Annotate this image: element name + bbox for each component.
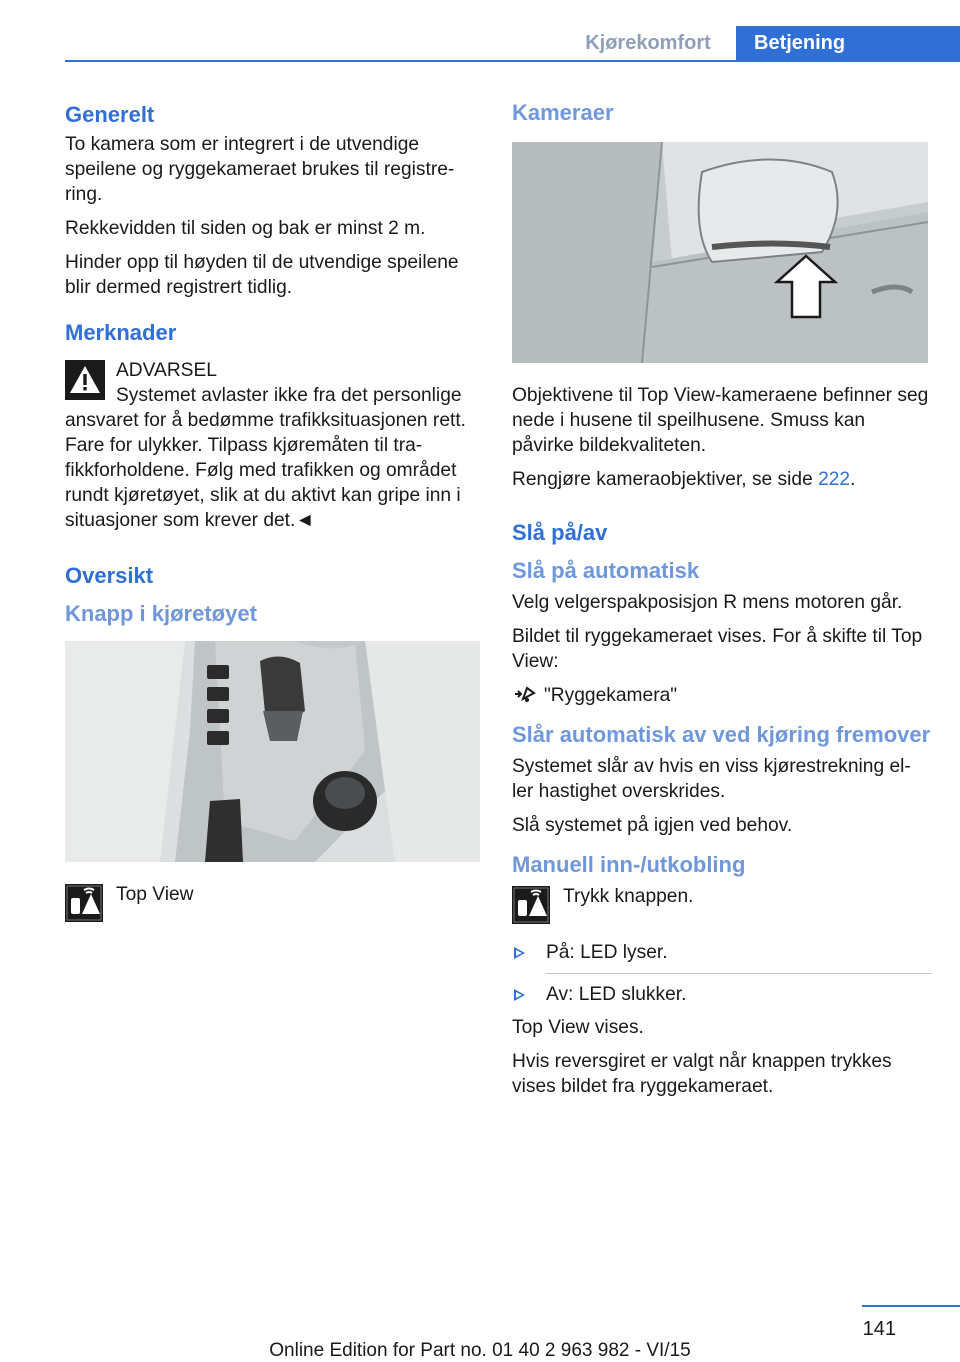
console-illustration — [65, 641, 480, 862]
paragraph-again: Slå systemet på igjen ved behov. — [512, 815, 793, 836]
menu-item-ryggekamera[interactable]: "Ryggekamera" — [544, 685, 678, 706]
list-divider — [546, 973, 932, 974]
heading-manual: Manuell inn-/utkobling — [512, 852, 746, 877]
right-column — [512, 100, 932, 1108]
paragraph-topview-shown: Top View vises. — [512, 1017, 644, 1038]
warning-text-rest: ansvaret for å bedømme trafikksituasjonen rett. Fare for ulykker. Tilpass kjøremåten til tra-fikkforholdene. Følg med trafikken og området rundt kjøretøyet, slik at du aktivt kan gripe inn i situasjoner som krever det.◄ — [65, 410, 466, 531]
mirror-camera-photo — [512, 142, 928, 363]
heading-kameraer: Kameraer — [512, 100, 614, 125]
footer-edition: Online Edition for Part no. 01 40 2 963 982 - VI/15 — [269, 1340, 691, 1361]
mirror-camera-illustration — [512, 142, 928, 363]
bullet-triangle-icon — [514, 989, 525, 1001]
topview-button-icon[interactable] — [65, 884, 103, 922]
paragraph-off: Systemet slår av hvis en viss kjørestrekning el-ler hastighet overskrides. — [512, 756, 911, 802]
list-item-text: Av: LED slukker. — [546, 984, 687, 1005]
topview-button-label: Top View — [116, 884, 194, 905]
list-item — [512, 940, 932, 965]
header-tab-section[interactable]: Kjørekomfort — [585, 32, 711, 54]
clean-text: Rengjøre kameraobjektiver, se side — [512, 469, 819, 490]
page-link-222[interactable]: 222 — [818, 469, 851, 490]
list-item-text: På: LED lyser. — [546, 942, 668, 963]
warning-triangle-icon — [65, 360, 105, 400]
paragraph-range: Rekkevidden til siden og bak er minst 2 m. — [65, 218, 426, 239]
footer-rule — [862, 1305, 960, 1307]
list-item — [512, 982, 932, 1007]
press-button-row — [512, 884, 932, 926]
led-status-list — [512, 940, 932, 1007]
paragraph-lenses: Objektivene til Top View-kameraene befinner seg nede i husene til speilhusene. Smuss kan påvirke bildekvaliteten. — [512, 385, 929, 456]
paragraph-menu-item — [512, 683, 932, 708]
paragraph-clean — [512, 467, 932, 492]
left-column — [65, 100, 480, 930]
press-button-text: Trykk knappen. — [563, 886, 694, 907]
heading-auto-on: Slå på automatisk — [512, 558, 700, 583]
warning-text-first: Systemet avlaster ikke fra det personlige — [116, 385, 462, 406]
paragraph-obstacles: Hinder opp til høyden til de utvendige speilene blir dermed registrert tidlig. — [65, 252, 459, 298]
paragraph-intro: To kamera som er integrert i de utvendige speilene og ryggekameraet brukes til registre-ring. — [65, 134, 455, 205]
heading-knapp: Knapp i kjøretøyet — [65, 601, 257, 626]
heading-auto-off: Slår automatisk av ved kjøring fremover — [512, 722, 931, 747]
heading-merknader: Merknader — [65, 320, 177, 345]
page-number: 141 — [862, 1318, 896, 1340]
heading-oversikt: Oversikt — [65, 563, 154, 588]
heading-generelt: Generelt — [65, 102, 155, 127]
warning-block — [65, 358, 480, 533]
paragraph-switch: Bildet til ryggekameraet vises. For å skifte til Top View: — [512, 626, 923, 672]
console-photo — [65, 641, 480, 862]
camera-menu-icon — [512, 684, 536, 704]
paragraph-reverse: Hvis reversgiret er valgt når knappen trykkes vises bildet fra ryggekameraet. — [512, 1051, 892, 1097]
paragraph-gear: Velg velgerspakposisjon R mens motoren går. — [512, 592, 903, 613]
topview-button-row — [65, 882, 480, 924]
bullet-triangle-icon — [514, 947, 525, 959]
clean-suffix: . — [850, 469, 856, 490]
header-tab-chapter[interactable]: Betjening — [736, 26, 960, 62]
heading-sla-pa-av: Slå på/av — [512, 520, 608, 545]
warning-title: ADVARSEL — [116, 360, 217, 381]
topview-button-icon-small[interactable] — [512, 886, 550, 924]
